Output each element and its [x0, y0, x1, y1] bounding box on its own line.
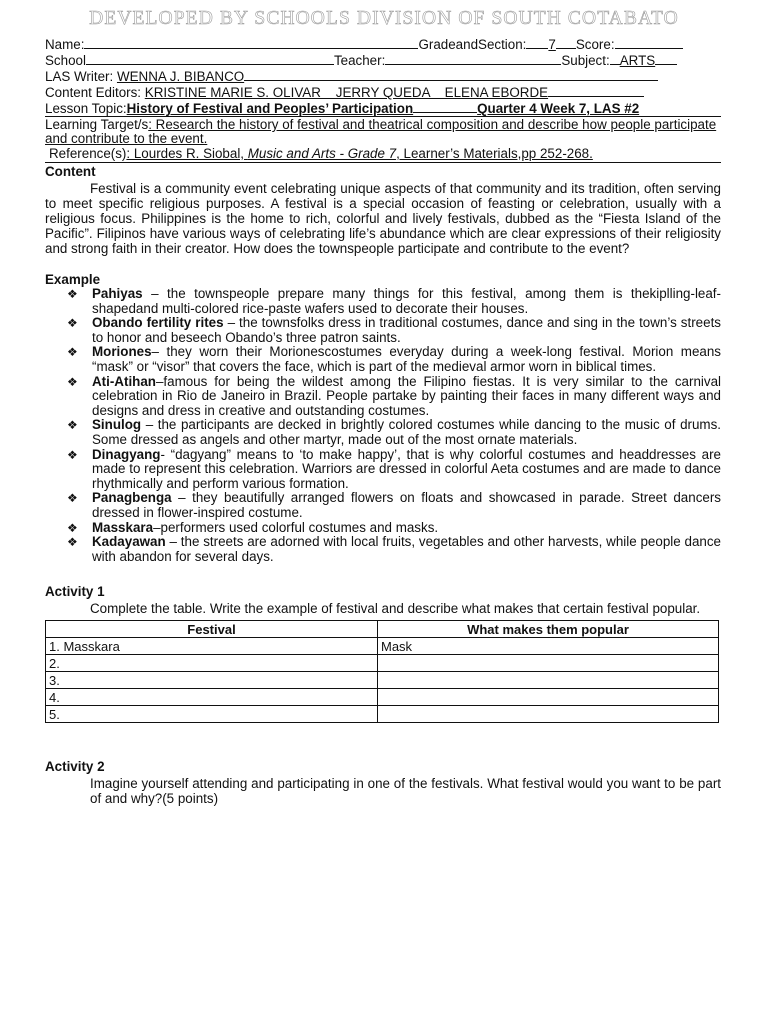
list-item — [45, 448, 721, 492]
score-label: Score: — [575, 37, 615, 52]
festival-term: Panagbenga — [92, 490, 172, 506]
festival-table — [45, 620, 719, 723]
editors-label: Content Editors: — [45, 85, 142, 100]
reference-line — [45, 146, 721, 162]
target-label: Learning Target/s — [45, 117, 149, 132]
table-row — [46, 638, 719, 655]
list-item — [45, 375, 721, 419]
editors-line — [45, 84, 721, 100]
score-blank[interactable] — [615, 36, 683, 49]
writer-label: LAS Writer: — [45, 69, 114, 84]
list-item — [45, 287, 721, 316]
list-item — [45, 316, 721, 345]
festival-term: Moriones — [92, 344, 152, 360]
festival-desc: – the townspeople prepare many things for this festival, among them is thekiplling-leaf-shapedand multi-colored rice-paste wafers used to decorate their houses. — [92, 286, 721, 316]
ref-label: Reference(s) — [49, 146, 127, 161]
divider — [45, 162, 721, 163]
division-banner: DEVELOPED BY SCHOOLS DIVISION OF SOUTH COTABATO — [89, 8, 679, 29]
activity1-title: Activity 1 — [45, 584, 105, 600]
list-item — [45, 535, 721, 564]
festival-desc: - “dagyang” means to ‘to make happy’, that is why colorful costumes and headdresses are made to represent this celebration. Warriors are dressed in colorful Aeta costumes and are made to dance rhythmically and perform various formation. — [92, 446, 721, 491]
list-item — [45, 345, 721, 374]
festival-term: Dinagyang — [92, 446, 161, 462]
festival-desc: – the streets are adorned with local fruits, vegetables and other harvests, while people dance with abandon for several days. — [92, 534, 721, 564]
name-blank[interactable] — [84, 36, 418, 49]
grade-label: GradeandSection: — [418, 37, 527, 52]
popular-cell[interactable] — [378, 689, 719, 706]
teacher-blank[interactable] — [385, 52, 561, 65]
grade-value: 7 — [548, 37, 556, 52]
festival-cell[interactable]: 4. — [46, 689, 378, 706]
list-item — [45, 491, 721, 520]
diamond-bullet-icon: ❖ — [67, 520, 78, 535]
popular-cell[interactable] — [378, 706, 719, 723]
diamond-bullet-icon: ❖ — [67, 287, 78, 301]
name-line — [45, 36, 721, 52]
festival-desc: – they worn their Morionescostumes everyday during a week-long festival. Morion means “mask” or “visor” that covers the face, which is part of the medieval armor worn in biblical times. — [92, 344, 721, 374]
diamond-bullet-icon: ❖ — [67, 447, 78, 462]
festival-cell[interactable]: 3. — [46, 672, 378, 689]
festival-term: Sinulog — [92, 417, 142, 433]
diamond-bullet-icon: ❖ — [67, 535, 78, 550]
ref-rest: , Learner’s Materials,pp 252-268. — [396, 146, 593, 161]
festival-desc: – the townsfolks dress in traditional costumes, dance and sing in the town’s streets to honor and beseech Obando’s three patron saints. — [92, 315, 721, 345]
school-label: School — [45, 53, 86, 68]
learning-target — [45, 118, 721, 146]
festival-desc: – the participants are decked in brightly colored costumes while dancing to the music of drums. Some dressed as angels and other martyr, made out of the most ornate materials. — [92, 417, 721, 447]
festival-term: Kadayawan — [92, 534, 166, 550]
topic-line — [45, 100, 721, 116]
writer-line — [45, 68, 721, 84]
festival-term: Masskara — [92, 519, 154, 535]
activity2-instructions: Imagine yourself attending and participating in one of the festivals. What festival would you want to be part of and why?(5 points) — [90, 776, 721, 807]
ref-author: : Lourdes R. Siobal, — [126, 146, 248, 161]
content-paragraph: Festival is a community event celebrating unique aspects of that community and its tradition, often serving to meet specific religious purposes. A festival is a special occasion of feasting or celebration, usually with a religious focus. Philippines is the home to rich, colorful and lively festivals, dubbed as the “Fiesta Island of the Pacific”. Filipinos have various ways of celebrating life’s abundance which are clear expressions of their religiosity and strong faith in their creator. How does the townspeople participate and contribute to the event? — [45, 181, 721, 256]
answer-space[interactable] — [45, 806, 721, 926]
topic-value: History of Festival and Peoples’ Participation — [126, 101, 414, 116]
popular-cell[interactable] — [378, 672, 719, 689]
activity2-title: Activity 2 — [45, 759, 105, 775]
editors-value: KRISTINE MARIE S. OLIVAR JERRY QUEDA ELENA EBORDE — [144, 85, 549, 100]
diamond-bullet-icon: ❖ — [67, 374, 78, 389]
popular-cell[interactable] — [378, 655, 719, 672]
table-row — [46, 672, 719, 689]
festival-list — [45, 287, 721, 564]
target-value: : Research the history of festival and theatrical composition and describe how people participate and contribute to the event. — [45, 117, 717, 146]
festival-cell[interactable]: 5. — [46, 706, 378, 723]
diamond-bullet-icon: ❖ — [67, 418, 78, 433]
table-row — [46, 655, 719, 672]
festival-cell[interactable]: 2. — [46, 655, 378, 672]
festival-desc: –performers used colorful costumes and masks. — [153, 519, 439, 535]
writer-value: WENNA J. BIBANCO — [116, 69, 245, 84]
content-title: Content — [45, 164, 96, 179]
activity1-instructions: Complete the table. Write the example of festival and describe what makes that certain festival popular. — [90, 601, 701, 617]
worksheet — [45, 36, 721, 926]
column-header-festival: Festival — [46, 621, 378, 638]
festival-desc: –famous for being the wildest among the Filipino fiestas. It is very similar to the carnival celebration in Rio de Janeiro in Brazil. People partake by painting their faces in many different ways and designs and dress in creative and outstanding costumes. — [92, 373, 721, 418]
teacher-label: Teacher: — [333, 53, 386, 68]
school-line — [45, 52, 721, 68]
table-header-row — [46, 621, 719, 638]
topic-label: Lesson Topic: — [45, 101, 127, 116]
festival-term: Pahiyas — [92, 286, 143, 301]
diamond-bullet-icon: ❖ — [67, 316, 78, 331]
table-row — [46, 689, 719, 706]
name-label: Name: — [45, 37, 85, 52]
diamond-bullet-icon: ❖ — [67, 345, 78, 360]
festival-desc: – they beautifully arranged flowers on floats and showcased in parade. Street dancers dressed in flower-inspired costume. — [92, 490, 721, 520]
festival-term: Obando fertility rites — [92, 315, 224, 331]
festival-cell[interactable]: 1. Masskara — [46, 638, 378, 655]
ref-title: Music and Arts - Grade 7 — [247, 146, 397, 161]
festival-term: Ati-Atihan — [92, 373, 156, 389]
column-header-popular: What makes them popular — [378, 621, 719, 638]
example-title: Example — [45, 272, 101, 287]
diamond-bullet-icon: ❖ — [67, 491, 78, 506]
school-blank[interactable] — [86, 52, 334, 65]
quarter-value: Quarter 4 Week 7, LAS #2 — [477, 101, 640, 116]
list-item — [45, 521, 721, 536]
list-item — [45, 418, 721, 447]
table-row — [46, 706, 719, 723]
subject-value: ARTS — [619, 53, 656, 68]
subject-label: Subject: — [561, 53, 610, 68]
popular-cell[interactable]: Mask — [378, 638, 719, 655]
